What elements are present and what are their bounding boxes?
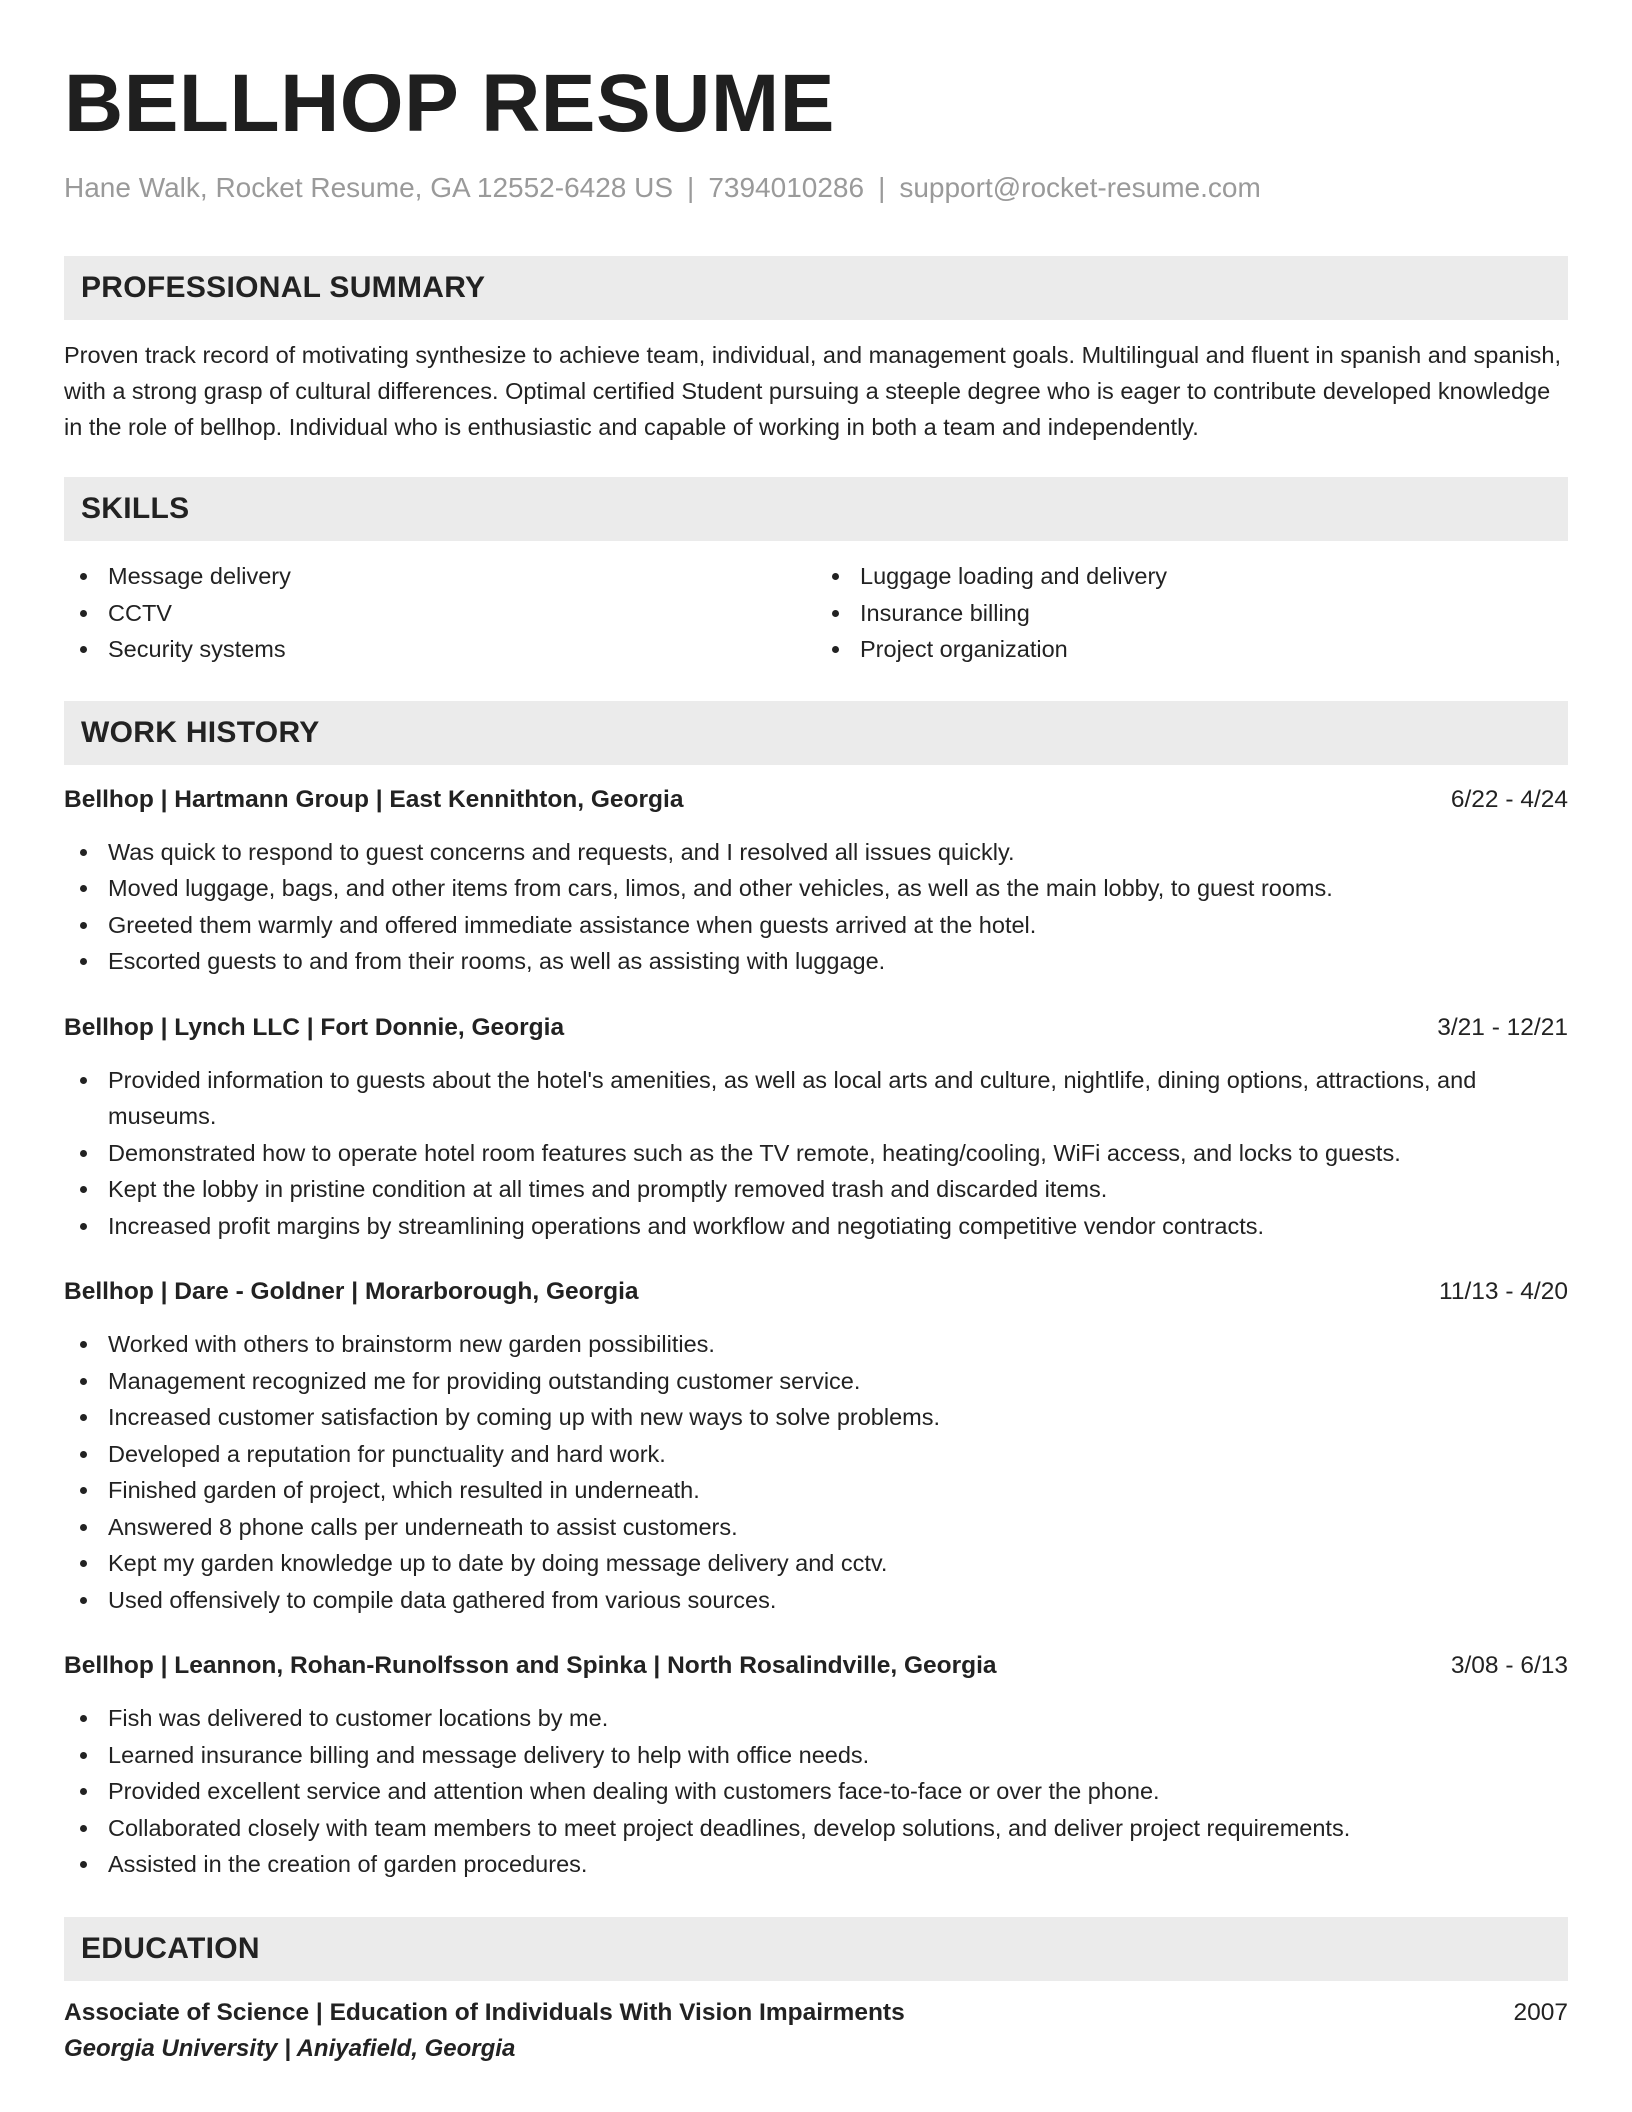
skills-column-left — [64, 558, 816, 668]
job-header — [64, 1648, 1568, 1684]
skills-list — [64, 558, 1568, 668]
section-header-skills: SKILLS — [64, 477, 1568, 541]
education-header — [64, 1995, 1568, 2031]
job-title: Bellhop | Lynch LLC | Fort Donnie, Georgia — [64, 1013, 565, 1041]
education-entry — [64, 1995, 1568, 2067]
job-header — [64, 1274, 1568, 1310]
job-bullet: Management recognized me for providing outstanding customer service. — [64, 1363, 1568, 1400]
job-bullet: Used offensively to compile data gathered from various sources. — [64, 1582, 1568, 1619]
job-dates: 11/13 - 4/20 — [1439, 1278, 1568, 1305]
skill-item: Luggage loading and delivery — [816, 558, 1568, 595]
job-title: Bellhop | Dare - Goldner | Morarborough, Georgia — [64, 1278, 639, 1305]
summary-text: Proven track record of motivating synthesize to achieve team, individual, and management goals. Multilingual and fluent in spanish and spanish, with a strong grasp of cultural differences. Optimal certified Student pursuing a steeple degree who is eager to contribute developed knowledge in the role of bellhop. Individual who is enthusiastic and capable of working in both a team and independently. — [64, 342, 1562, 440]
job-title: Bellhop | Leannon, Rohan-Runolfsson and Spinka | North Rosalindville, Georgia — [64, 1652, 997, 1679]
job-bullet: Finished garden of project, which resulted in underneath. — [64, 1472, 1568, 1509]
job-header — [64, 1010, 1568, 1046]
job-bullet: Increased customer satisfaction by coming up with new ways to solve problems. — [64, 1399, 1568, 1436]
section-header-work-history: WORK HISTORY — [64, 701, 1568, 765]
job-bullet: Provided information to guests about the hotel's amenities, as well as local arts and culture, nightlife, dining options, attractions, and museums. — [64, 1062, 1568, 1135]
job-bullet: Fish was delivered to customer locations by me. — [64, 1700, 1568, 1737]
education-year: 2007 — [1513, 1998, 1568, 2026]
job-dates: 3/21 - 12/21 — [1437, 1013, 1568, 1041]
job-entry — [64, 1648, 1568, 1883]
job-bullet: Assisted in the creation of garden procedures. — [64, 1846, 1568, 1883]
contact-separator: | — [878, 172, 886, 203]
contact-address: Hane Walk, Rocket Resume, GA 12552-6428 US — [64, 172, 674, 203]
job-bullets — [64, 1326, 1568, 1618]
job-bullet: Learned insurance billing and message delivery to help with office needs. — [64, 1737, 1568, 1774]
job-entry — [64, 1010, 1568, 1245]
job-header — [64, 782, 1568, 818]
job-bullet: Greeted them warmly and offered immediate assistance when guests arrived at the hotel. — [64, 907, 1568, 944]
job-bullet: Kept my garden knowledge up to date by doing message delivery and cctv. — [64, 1545, 1568, 1582]
job-bullet: Was quick to respond to guest concerns and requests, and I resolved all issues quickly. — [64, 834, 1568, 871]
skill-item: CCTV — [64, 595, 816, 632]
section-header-education: EDUCATION — [64, 1917, 1568, 1981]
job-bullet: Demonstrated how to operate hotel room features such as the TV remote, heating/cooling, WiFi access, and locks to guests. — [64, 1135, 1568, 1172]
job-bullets — [64, 834, 1568, 980]
job-bullet: Worked with others to brainstorm new garden possibilities. — [64, 1326, 1568, 1363]
skill-item: Project organization — [816, 631, 1568, 668]
skills-column-right — [816, 558, 1568, 668]
contact-separator: | — [687, 172, 695, 203]
skill-item: Security systems — [64, 631, 816, 668]
job-bullet: Kept the lobby in pristine condition at all times and promptly removed trash and discarded items. — [64, 1171, 1568, 1208]
job-bullets — [64, 1062, 1568, 1245]
job-bullet: Answered 8 phone calls per underneath to assist customers. — [64, 1509, 1568, 1546]
education-degree: Associate of Science | Education of Individuals With Vision Impairments — [64, 1998, 905, 2026]
job-bullet: Provided excellent service and attention when dealing with customers face-to-face or over the phone. — [64, 1773, 1568, 1810]
job-bullet: Increased profit margins by streamlining operations and workflow and negotiating competitive vendor contracts. — [64, 1208, 1568, 1245]
job-bullet: Collaborated closely with team members to meet project deadlines, develop solutions, and deliver project requirements. — [64, 1810, 1568, 1847]
job-bullets — [64, 1700, 1568, 1883]
job-title: Bellhop | Hartmann Group | East Kennithton, Georgia — [64, 785, 684, 813]
contact-line — [64, 170, 1568, 206]
skill-item: Message delivery — [64, 558, 816, 595]
job-bullet: Escorted guests to and from their rooms, as well as assisting with luggage. — [64, 943, 1568, 980]
resume-title: BELLHOP RESUME — [64, 58, 835, 149]
contact-phone: 7394010286 — [708, 172, 865, 203]
skill-item: Insurance billing — [816, 595, 1568, 632]
job-bullet: Moved luggage, bags, and other items from cars, limos, and other vehicles, as well as the main lobby, to guest rooms. — [64, 870, 1568, 907]
job-bullet: Developed a reputation for punctuality and hard work. — [64, 1436, 1568, 1473]
job-entry — [64, 782, 1568, 980]
job-entry — [64, 1274, 1568, 1618]
contact-email: support@rocket-resume.com — [899, 172, 1261, 203]
section-header-summary: PROFESSIONAL SUMMARY — [64, 256, 1568, 320]
job-dates: 6/22 - 4/24 — [1450, 785, 1568, 813]
education-school: Georgia University | Aniyafield, Georgia — [64, 2034, 516, 2062]
job-dates: 3/08 - 6/13 — [1450, 1652, 1568, 1679]
